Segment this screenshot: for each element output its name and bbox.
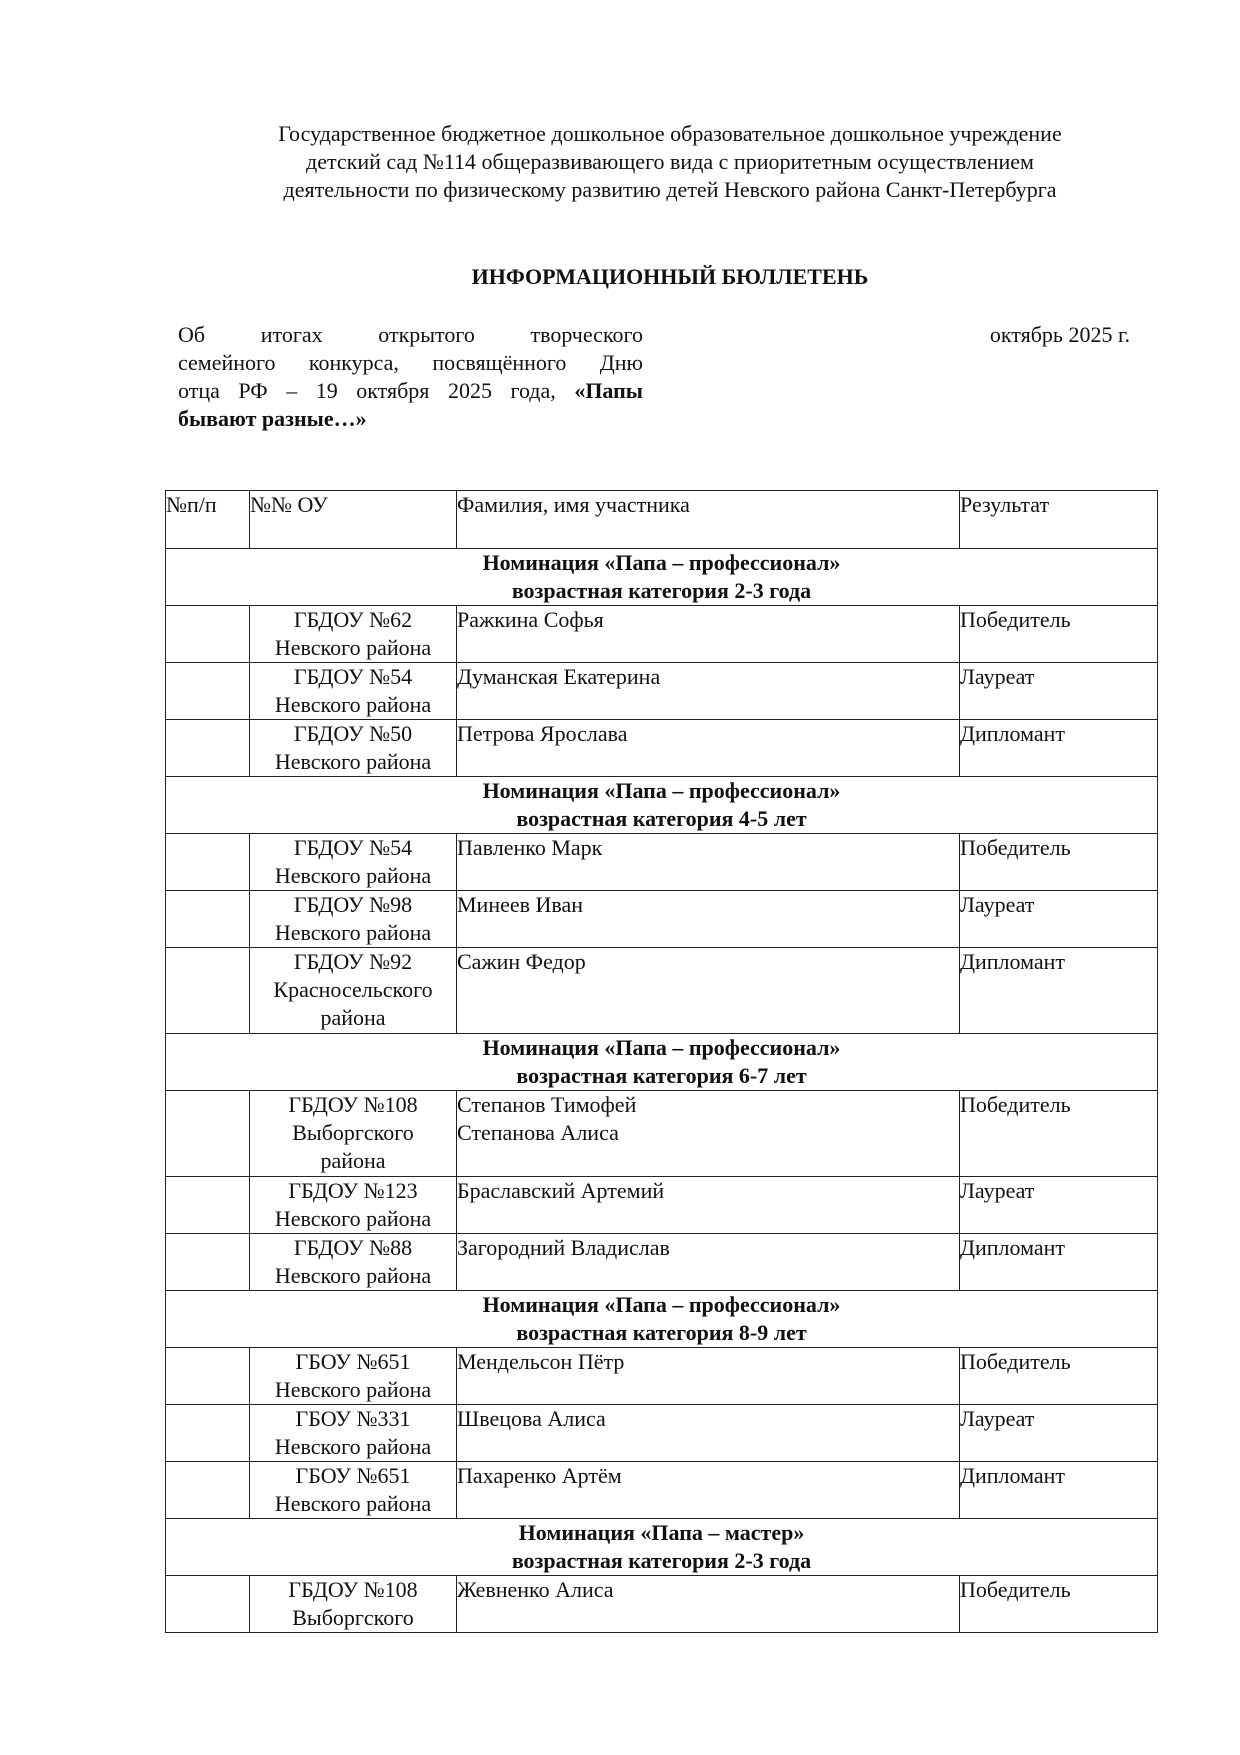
cell-number [166, 1234, 250, 1291]
cell-school [250, 1348, 457, 1405]
table-row [166, 720, 1158, 777]
school-line: района [320, 1005, 386, 1030]
school-line: Невского района [274, 863, 432, 888]
cell-result: Лауреат [960, 1405, 1158, 1462]
nomination-row [166, 777, 1158, 834]
contest-name-start: «Папы [574, 378, 643, 403]
cell-result: Дипломант [960, 1234, 1158, 1291]
participant-name: Минеев Иван [457, 892, 584, 917]
cell-participant [457, 1234, 960, 1291]
cell-result: Дипломант [960, 1462, 1158, 1519]
school-line: Невского района [274, 692, 432, 717]
page-title: ИНФОРМАЦИОННЫЙ БЮЛЛЕТЕНЬ [471, 264, 869, 289]
school-line: Невского района [274, 920, 432, 945]
column-header-school: №№ ОУ [250, 491, 457, 549]
cell-participant [457, 1091, 960, 1177]
school-line: района [320, 1148, 386, 1173]
cell-number [166, 1462, 250, 1519]
age-category: возрастная категория 6-7 лет [516, 1063, 807, 1088]
intro-word: Об [178, 322, 206, 347]
intro-word: творческого [530, 322, 643, 347]
cell-school [250, 1091, 457, 1177]
cell-result: Победитель [960, 1576, 1158, 1633]
table-row [166, 1576, 1158, 1633]
table-row [166, 1405, 1158, 1462]
school-line: Невского района [274, 1263, 432, 1288]
cell-participant [457, 948, 960, 1034]
intro-line-3 [178, 377, 643, 405]
intro-word: – [286, 378, 298, 403]
cell-school [250, 606, 457, 663]
participant-name: Загородний Владислав [457, 1235, 670, 1260]
intro-word: года, [510, 378, 556, 403]
results-table [165, 490, 1158, 1633]
nomination-row [166, 1291, 1158, 1348]
intro-word: 2025 [447, 378, 492, 403]
cell-result: Лауреат [960, 891, 1158, 948]
intro-line-4 [178, 405, 643, 433]
cell-number [166, 1576, 250, 1633]
school-line: ГБДОУ №54 [293, 835, 413, 860]
age-category: возрастная категория 4-5 лет [516, 806, 807, 831]
intro-paragraph [178, 321, 643, 433]
intro-word: РФ [238, 378, 268, 403]
cell-participant [457, 1462, 960, 1519]
cell-participant [457, 1177, 960, 1234]
cell-school [250, 1462, 457, 1519]
cell-number [166, 1348, 250, 1405]
school-line: ГБДОУ №50 [293, 721, 413, 746]
participant-name: Браславский Артемий [457, 1178, 665, 1203]
nomination-row [166, 549, 1158, 606]
cell-school [250, 891, 457, 948]
school-line: ГБОУ №651 [295, 1349, 411, 1374]
cell-result: Победитель [960, 606, 1158, 663]
intro-word: 19 [315, 378, 338, 403]
school-line: ГБДОУ №62 [293, 607, 413, 632]
table-row [166, 1462, 1158, 1519]
age-category: возрастная категория 2-3 года [511, 1548, 812, 1573]
school-line: ГБДОУ №108 [288, 1092, 418, 1117]
nomination-title: Номинация «Папа – профессионал» [482, 778, 841, 803]
cell-result: Победитель [960, 1348, 1158, 1405]
participant-name: Степанова Алиса [457, 1120, 619, 1145]
cell-school [250, 720, 457, 777]
school-line: Невского района [274, 1377, 432, 1402]
school-line: Выборгского [292, 1120, 414, 1145]
age-category: возрастная категория 2-3 года [511, 578, 812, 603]
nomination-title: Номинация «Папа – профессионал» [482, 1035, 841, 1060]
intro-line-1 [178, 321, 643, 349]
school-line: Невского района [274, 1491, 432, 1516]
intro-line-2 [178, 349, 643, 377]
nomination-cell [166, 1034, 1158, 1091]
cell-number [166, 948, 250, 1034]
cell-school [250, 1234, 457, 1291]
participant-name: Ражкина Софья [457, 607, 604, 632]
cell-number [166, 1405, 250, 1462]
intro-word: Дню [599, 350, 643, 375]
nomination-cell [166, 777, 1158, 834]
school-line: ГБДОУ №123 [288, 1178, 418, 1203]
cell-number [166, 1091, 250, 1177]
org-line: деятельности по физическому развитию детей Невского района Санкт-Петербурга [283, 177, 1057, 202]
nomination-title: Номинация «Папа – профессионал» [482, 1292, 841, 1317]
table-row [166, 948, 1158, 1034]
school-line: Красносельского [273, 977, 433, 1002]
school-line: ГБДОУ №92 [293, 949, 413, 974]
school-line: ГБОУ №331 [295, 1406, 411, 1431]
column-header-participant: Фамилия, имя участника [457, 491, 960, 549]
cell-school [250, 663, 457, 720]
cell-school [250, 1405, 457, 1462]
org-line: детский сад №114 общеразвивающего вида с приоритетным осуществлением [306, 149, 1034, 174]
column-header-result: Результат [960, 491, 1158, 549]
cell-number [166, 606, 250, 663]
cell-result: Победитель [960, 1091, 1158, 1177]
cell-school [250, 948, 457, 1034]
org-line: Государственное бюджетное дошкольное образовательное дошкольное учреждение [278, 121, 1062, 146]
organization-header [150, 120, 1190, 204]
bulletin-date: октябрь 2025 г. [989, 322, 1130, 347]
school-line: Невского района [274, 1206, 432, 1231]
cell-participant [457, 663, 960, 720]
cell-school [250, 1177, 457, 1234]
table-row [166, 1091, 1158, 1177]
cell-school [250, 1576, 457, 1633]
cell-number [166, 891, 250, 948]
nomination-title: Номинация «Папа – мастер» [518, 1520, 805, 1545]
school-line: Невского района [274, 749, 432, 774]
school-line: ГБДОУ №54 [293, 664, 413, 689]
intro-word: итогах [260, 322, 323, 347]
nomination-title: Номинация «Папа – профессионал» [482, 550, 841, 575]
school-line: Невского района [274, 635, 432, 660]
cell-number [166, 663, 250, 720]
intro-word: посвящённого [432, 350, 567, 375]
nomination-cell [166, 1519, 1158, 1576]
nomination-cell [166, 549, 1158, 606]
cell-participant [457, 1405, 960, 1462]
nomination-row [166, 1034, 1158, 1091]
table-header-row [166, 491, 1158, 549]
participant-name: Швецова Алиса [457, 1406, 606, 1431]
cell-result: Лауреат [960, 663, 1158, 720]
cell-number [166, 720, 250, 777]
intro-word: конкурса, [308, 350, 399, 375]
participant-name: Пахаренко Артём [457, 1463, 622, 1488]
contest-name-end: бывают разные…» [178, 406, 367, 431]
participant-name: Мендельсон Пётр [457, 1349, 625, 1374]
table-body [166, 549, 1158, 1633]
cell-result: Победитель [960, 834, 1158, 891]
participant-name: Павленко Марк [457, 835, 603, 860]
intro-word: октября [356, 378, 430, 403]
table-row [166, 834, 1158, 891]
cell-participant [457, 1348, 960, 1405]
cell-participant [457, 720, 960, 777]
cell-participant [457, 834, 960, 891]
participant-name: Степанов Тимофей [457, 1092, 637, 1117]
intro-word: отца [178, 378, 220, 403]
cell-school [250, 834, 457, 891]
school-line: ГБДОУ №88 [293, 1235, 413, 1260]
school-line: Невского района [274, 1434, 432, 1459]
table-row [166, 1234, 1158, 1291]
table-row [166, 1348, 1158, 1405]
table-row [166, 1177, 1158, 1234]
school-line: ГБДОУ №108 [288, 1577, 418, 1602]
participant-name: Думанская Екатерина [457, 664, 661, 689]
cell-participant [457, 1576, 960, 1633]
school-line: Выборгского [292, 1605, 414, 1630]
cell-number [166, 834, 250, 891]
cell-result: Дипломант [960, 720, 1158, 777]
participant-name: Сажин Федор [457, 949, 586, 974]
nomination-cell [166, 1291, 1158, 1348]
cell-participant [457, 891, 960, 948]
nomination-row [166, 1519, 1158, 1576]
table-row [166, 891, 1158, 948]
cell-number [166, 1177, 250, 1234]
cell-participant [457, 606, 960, 663]
participant-name: Петрова Ярослава [457, 721, 628, 746]
intro-word: открытого [378, 322, 475, 347]
intro-word: семейного [178, 350, 276, 375]
school-line: ГБДОУ №98 [293, 892, 413, 917]
participant-name: Жевненко Алиса [457, 1577, 614, 1602]
table-row [166, 606, 1158, 663]
column-header-number: №п/п [166, 491, 250, 549]
table-row [166, 663, 1158, 720]
age-category: возрастная категория 8-9 лет [516, 1320, 807, 1345]
school-line: ГБОУ №651 [295, 1463, 411, 1488]
cell-result: Дипломант [960, 948, 1158, 1034]
cell-result: Лауреат [960, 1177, 1158, 1234]
